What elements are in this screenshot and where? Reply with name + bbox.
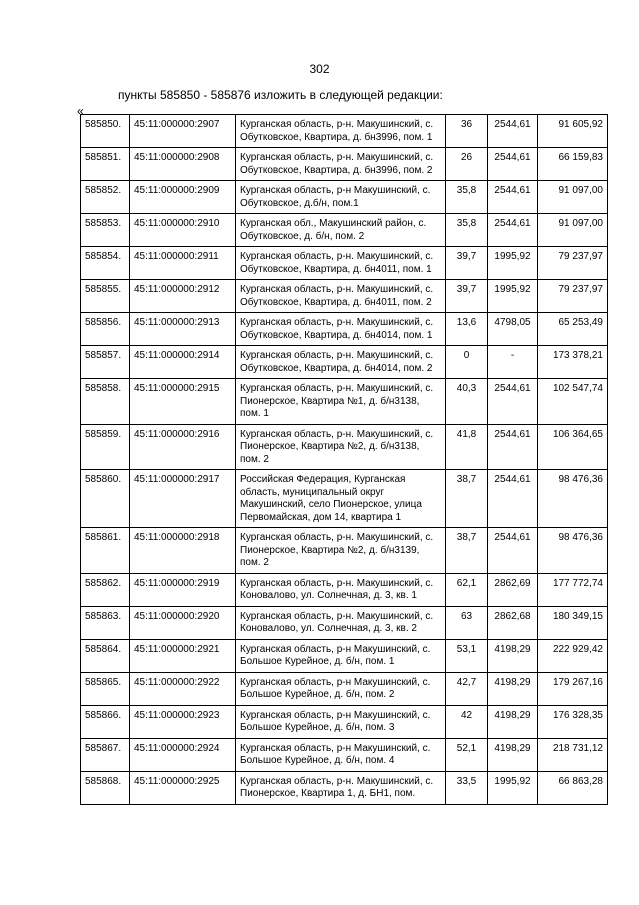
- table-row: [81, 771, 608, 804]
- address-cell: Курганская область, р-н Макушинский, с. Большое Курейное, д. б/н, пом. 2: [236, 672, 446, 705]
- address-cell: Курганская область, р-н. Макушинский, с. Коновалово, ул. Солнечная, д. 3, кв. 1: [236, 573, 446, 606]
- row-number-cell: 585854.: [81, 247, 130, 280]
- cadastral-value-cell: 98 476,36: [538, 528, 608, 574]
- cadastral-number-cell: 45:11:000000:2925: [130, 771, 236, 804]
- cadastral-value-cell: 176 328,35: [538, 705, 608, 738]
- cadastral-number-cell: 45:11:000000:2920: [130, 606, 236, 639]
- address-cell: Курганская область, р-н Макушинский, с. Большое Курейное, д. б/н, пом. 1: [236, 639, 446, 672]
- cadastral-value-cell: 91 097,00: [538, 181, 608, 214]
- table-row: [81, 606, 608, 639]
- address-cell: Курганская область, р-н. Макушинский, с. Обутковское, Квартира, д. бн4011, пом. 2: [236, 280, 446, 313]
- area-cell: 38,7: [446, 528, 488, 574]
- rate-cell: 2544,61: [488, 181, 538, 214]
- table-row: [81, 470, 608, 528]
- cadastral-number-cell: 45:11:000000:2917: [130, 470, 236, 528]
- cadastral-number-cell: 45:11:000000:2916: [130, 424, 236, 470]
- row-number-cell: 585866.: [81, 705, 130, 738]
- row-number-cell: 585857.: [81, 346, 130, 379]
- row-number-cell: 585858.: [81, 379, 130, 425]
- cadastral-value-cell: 91 097,00: [538, 214, 608, 247]
- row-number-cell: 585852.: [81, 181, 130, 214]
- cadastral-value-cell: 91 605,92: [538, 115, 608, 148]
- rate-cell: 2862,69: [488, 573, 538, 606]
- table-row: [81, 672, 608, 705]
- row-number-cell: 585862.: [81, 573, 130, 606]
- row-number-cell: 585859.: [81, 424, 130, 470]
- rate-cell: 2544,61: [488, 528, 538, 574]
- cadastral-value-cell: 180 349,15: [538, 606, 608, 639]
- area-cell: 13,6: [446, 313, 488, 346]
- cadastral-value-cell: 79 237,97: [538, 280, 608, 313]
- address-cell: Курганская область, р-н. Макушинский, с. Обутковское, Квартира, д. бн3996, пом. 2: [236, 148, 446, 181]
- intro-text: пункты 585850 - 585876 изложить в следующей редакции:: [118, 88, 443, 102]
- address-cell: Курганская область, р-н Макушинский, с. Обутковское, д.б/н, пом.1: [236, 181, 446, 214]
- cadastral-number-cell: 45:11:000000:2921: [130, 639, 236, 672]
- address-cell: Курганская область, р-н. Макушинский, с. Пионерское, Квартира №2, д. б/н3139, пом. 2: [236, 528, 446, 574]
- cadastral-number-cell: 45:11:000000:2922: [130, 672, 236, 705]
- row-number-cell: 585850.: [81, 115, 130, 148]
- table-row: [81, 424, 608, 470]
- cadastral-number-cell: 45:11:000000:2923: [130, 705, 236, 738]
- area-cell: 36: [446, 115, 488, 148]
- cadastral-number-cell: 45:11:000000:2909: [130, 181, 236, 214]
- rate-cell: 4198,29: [488, 639, 538, 672]
- area-cell: 35,8: [446, 181, 488, 214]
- cadastral-value-cell: 66 159,83: [538, 148, 608, 181]
- rate-cell: 2862,68: [488, 606, 538, 639]
- table-row: [81, 247, 608, 280]
- area-cell: 42: [446, 705, 488, 738]
- row-number-cell: 585860.: [81, 470, 130, 528]
- cadastral-value-cell: 79 237,97: [538, 247, 608, 280]
- cadastral-value-cell: 179 267,16: [538, 672, 608, 705]
- cadastral-value-cell: 66 863,28: [538, 771, 608, 804]
- cadastral-number-cell: 45:11:000000:2908: [130, 148, 236, 181]
- address-cell: Курганская область, р-н. Макушинский, с. Обутковское, Квартира, д. бн4014, пом. 1: [236, 313, 446, 346]
- address-cell: Курганская область, р-н Макушинский, с. Большое Курейное, д. б/н, пом. 3: [236, 705, 446, 738]
- cadastral-number-cell: 45:11:000000:2911: [130, 247, 236, 280]
- row-number-cell: 585863.: [81, 606, 130, 639]
- table-row: [81, 346, 608, 379]
- address-cell: Курганская область, р-н Макушинский, с. Большое Курейное, д. б/н, пом. 4: [236, 738, 446, 771]
- area-cell: 33,5: [446, 771, 488, 804]
- page-number: 302: [309, 62, 330, 76]
- address-cell: Курганская обл., Макушинский район, с. Обутковское, д. б/н, пом. 2: [236, 214, 446, 247]
- address-cell: Курганская область, р-н. Макушинский, с. Обутковское, Квартира, д. бн4014, пом. 2: [236, 346, 446, 379]
- address-cell: Курганская область, р-н. Макушинский, с. Обутковское, Квартира, д. бн3996, пом. 1: [236, 115, 446, 148]
- area-cell: 39,7: [446, 280, 488, 313]
- area-cell: 41,8: [446, 424, 488, 470]
- cadastral-number-cell: 45:11:000000:2915: [130, 379, 236, 425]
- cadastral-number-cell: 45:11:000000:2912: [130, 280, 236, 313]
- address-cell: Российская Федерация, Курганская область, муниципальный округ Макушинский, село Пионерское, улица Первомайская, дом 14, квартира 1: [236, 470, 446, 528]
- rate-cell: 4198,29: [488, 738, 538, 771]
- table-row: [81, 148, 608, 181]
- table-row: [81, 214, 608, 247]
- property-registry-table: [80, 114, 608, 805]
- cadastral-value-cell: 177 772,74: [538, 573, 608, 606]
- area-cell: 40,3: [446, 379, 488, 425]
- row-number-cell: 585853.: [81, 214, 130, 247]
- table-row: [81, 528, 608, 574]
- rate-cell: 2544,61: [488, 115, 538, 148]
- rate-cell: 1995,92: [488, 280, 538, 313]
- cadastral-value-cell: 106 364,65: [538, 424, 608, 470]
- rate-cell: 4198,29: [488, 672, 538, 705]
- cadastral-value-cell: 98 476,36: [538, 470, 608, 528]
- cadastral-value-cell: 102 547,74: [538, 379, 608, 425]
- cadastral-value-cell: 173 378,21: [538, 346, 608, 379]
- rate-cell: 2544,61: [488, 148, 538, 181]
- rate-cell: 4198,29: [488, 705, 538, 738]
- row-number-cell: 585856.: [81, 313, 130, 346]
- area-cell: 53,1: [446, 639, 488, 672]
- cadastral-number-cell: 45:11:000000:2914: [130, 346, 236, 379]
- row-number-cell: 585851.: [81, 148, 130, 181]
- cadastral-value-cell: 65 253,49: [538, 313, 608, 346]
- cadastral-value-cell: 222 929,42: [538, 639, 608, 672]
- address-cell: Курганская область, р-н. Макушинский, с. Обутковское, Квартира, д. бн4011, пом. 1: [236, 247, 446, 280]
- cadastral-number-cell: 45:11:000000:2913: [130, 313, 236, 346]
- rate-cell: -: [488, 346, 538, 379]
- area-cell: 26: [446, 148, 488, 181]
- area-cell: 0: [446, 346, 488, 379]
- area-cell: 62,1: [446, 573, 488, 606]
- area-cell: 63: [446, 606, 488, 639]
- rate-cell: 2544,61: [488, 470, 538, 528]
- table-row: [81, 181, 608, 214]
- rate-cell: 2544,61: [488, 214, 538, 247]
- area-cell: 39,7: [446, 247, 488, 280]
- rate-cell: 2544,61: [488, 424, 538, 470]
- row-number-cell: 585861.: [81, 528, 130, 574]
- address-cell: Курганская область, р-н. Макушинский, с. Пионерское, Квартира №2, д. б/н3138, пом. 2: [236, 424, 446, 470]
- rate-cell: 2544,61: [488, 379, 538, 425]
- table-row: [81, 738, 608, 771]
- cadastral-number-cell: 45:11:000000:2919: [130, 573, 236, 606]
- table-row: [81, 639, 608, 672]
- table-row: [81, 379, 608, 425]
- rate-cell: 1995,92: [488, 247, 538, 280]
- address-cell: Курганская область, р-н. Макушинский, с. Коновалово, ул. Солнечная, д. 3, кв. 2: [236, 606, 446, 639]
- cadastral-number-cell: 45:11:000000:2907: [130, 115, 236, 148]
- address-cell: Курганская область, р-н. Макушинский, с. Пионерское, Квартира 1, д. БН1, пом.: [236, 771, 446, 804]
- table-row: [81, 573, 608, 606]
- rate-cell: 1995,92: [488, 771, 538, 804]
- address-cell: Курганская область, р-н. Макушинский, с. Пионерское, Квартира №1, д. б/н3138, пом. 1: [236, 379, 446, 425]
- registry-table-body: [81, 115, 608, 805]
- row-number-cell: 585855.: [81, 280, 130, 313]
- table-row: [81, 115, 608, 148]
- area-cell: 35,8: [446, 214, 488, 247]
- rate-cell: 4798,05: [488, 313, 538, 346]
- row-number-cell: 585868.: [81, 771, 130, 804]
- row-number-cell: 585865.: [81, 672, 130, 705]
- area-cell: 52,1: [446, 738, 488, 771]
- cadastral-value-cell: 218 731,12: [538, 738, 608, 771]
- area-cell: 42,7: [446, 672, 488, 705]
- opening-quote-mark: «: [77, 104, 84, 118]
- row-number-cell: 585864.: [81, 639, 130, 672]
- area-cell: 38,7: [446, 470, 488, 528]
- row-number-cell: 585867.: [81, 738, 130, 771]
- table-row: [81, 280, 608, 313]
- table-row: [81, 705, 608, 738]
- cadastral-number-cell: 45:11:000000:2918: [130, 528, 236, 574]
- table-row: [81, 313, 608, 346]
- cadastral-number-cell: 45:11:000000:2910: [130, 214, 236, 247]
- cadastral-number-cell: 45:11:000000:2924: [130, 738, 236, 771]
